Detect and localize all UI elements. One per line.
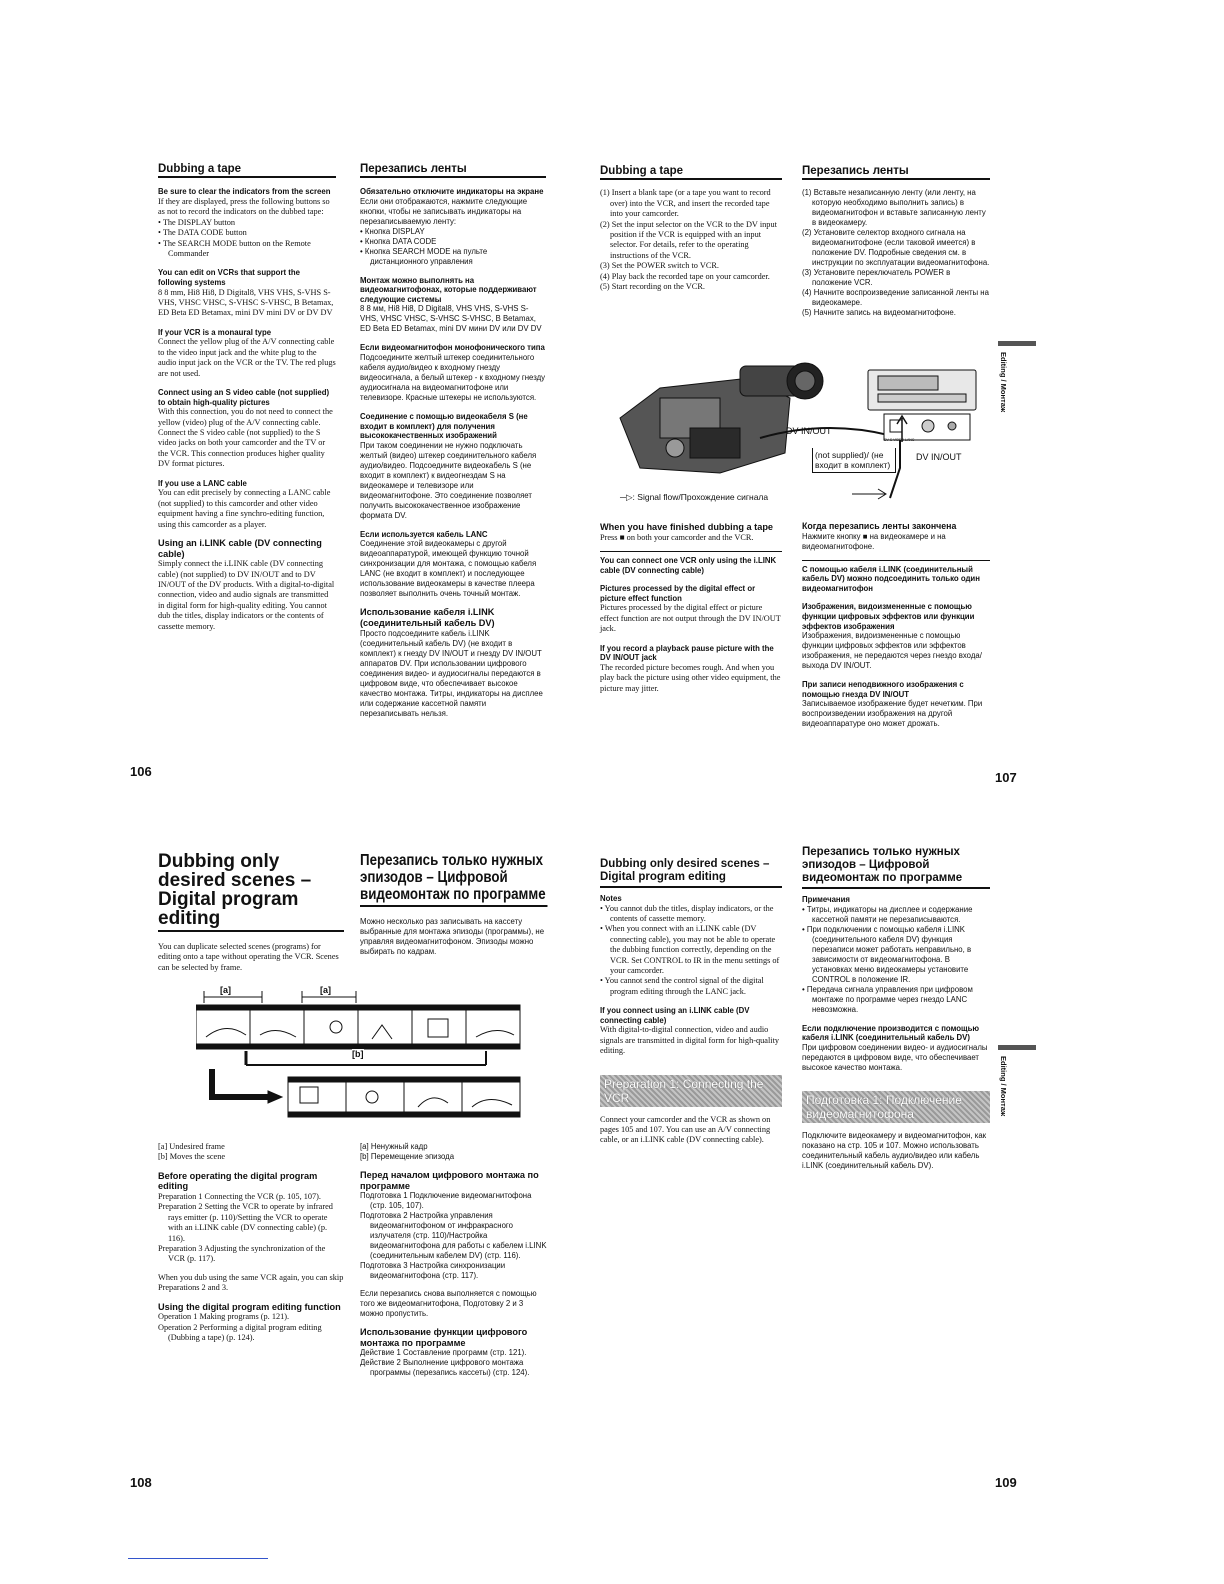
step-item: (2) Set the input selector on the VCR to the DV input position if the VCR is equipped with an input selector. For details, refer to the operating instructions of the VCR.	[600, 219, 777, 260]
p107-ru-title: Перезапись ленты	[802, 166, 990, 180]
list-item: Подготовка 1 Подключение видеомагнитофона (стр. 105, 107).	[360, 1191, 532, 1211]
signal-flow-legend: ─▷: Signal flow/Прохождение сигнала	[620, 492, 769, 502]
p109-ru-column	[802, 846, 990, 1171]
step-item: (3) Установите переключатель POWER в положение VCR.	[802, 268, 951, 287]
page-number: 109	[995, 1475, 1017, 1490]
preparation-1-banner	[600, 1075, 782, 1107]
body-text: Если они отображаются, нажмите следующие кнопки, чтобы не записывать индикаторы на перезаписываемую ленту:	[360, 196, 528, 226]
list-item: • Кнопка DISPLAY	[360, 226, 425, 236]
section-heading: Использование кабеля i.LINK (соединительный кабель DV)	[360, 607, 495, 628]
note-item: • You cannot send the control signal of the digital program editing through the LANC jack.	[600, 976, 764, 996]
body-text: Изображения, видоизмененные с помощью функции цифровых эффектов или эффектов изображения, не передаются через гнездо входа/выхода DV IN/OUT.	[802, 631, 982, 671]
label-b: [b]	[352, 1049, 364, 1059]
intro-text: You can duplicate selected scenes (programs) for editing onto a tape without operating the VCR. Scenes can be selected by frame.	[158, 942, 339, 972]
section-heading: Если видеомагнитофон монофонического типа	[360, 343, 545, 353]
body-text: Press ■ on both your camcorder and the VCR.	[600, 532, 754, 542]
list-item: • Кнопка SEARCH MODE на пульте дистанционного управления	[360, 246, 488, 266]
list-item: Preparation 2 Setting the VCR to operate by infrared rays emitter (p. 110)/Setting the VCR to operate with an i.LINK cable (DV connecting cable) (p. 116).	[158, 1202, 333, 1243]
step-item: (5) Начните запись на видеомагнитофоне.	[802, 308, 956, 317]
preparation-1-title: Preparation 1: Connecting the VCR	[604, 1076, 764, 1105]
p108-ru-column	[360, 852, 548, 957]
intro-text: Можно несколько раз записывать на кассету выбранные для монтажа эпизоды (программы), не управляя видеомагнитофоном. Эпизоды можно выбирать по кадрам.	[360, 917, 545, 956]
footer-rule	[128, 1558, 268, 1559]
dv-jack-label-camcorder: DV IN/OUT	[786, 426, 832, 436]
p107-ru-notes	[802, 522, 990, 729]
section-heading: Connect using an S video cable (not supplied) to obtain high-quality pictures	[158, 388, 330, 407]
body-text: Pictures processed by the digital effect or picture effect function are not output through the DV IN/OUT jack.	[600, 603, 781, 634]
body-text: При цифровом соединении видео- и аудиосигналы передаются в цифровом виде, что обеспечивает высокое качество монтажа.	[802, 1042, 988, 1072]
section-heading: Be sure to clear the indicators from the screen	[158, 187, 331, 197]
list-item: Действие 2 Выполнение цифрового монтажа программы (перезапись кассеты) (стр. 124).	[360, 1358, 530, 1378]
body-text: Соединение этой видеокамеры с другой видеоаппаратурой, имеющей функцию точной синхронизации для монтажа, с помощью кабеля LANC (не входит в комплект) и последующее использование видеокамеры в качестве плеера позволяет выполнить очень точный монтаж.	[360, 539, 537, 599]
list-item: Действие 1 Составление программ (стр. 121).	[360, 1348, 527, 1358]
section-heading: Обязательно отключите индикаторы на экране	[360, 187, 544, 196]
step-item: (1) Вставьте незаписанную ленту (или ленту, на которую необходимо выполнить запись) в видеомагнитофон и вставьте записанную ленту в видеокамеру.	[802, 188, 986, 227]
note-item: • Передача сигнала управления при цифровом монтаже по программе через гнездо LANC невозможна.	[802, 984, 973, 1014]
page-number: 108	[130, 1475, 152, 1490]
section-heading: If you use a LANC cable	[158, 478, 247, 488]
label-a-first: [a]	[220, 985, 231, 995]
list-item: • The SEARCH MODE button on the Remote Commander	[158, 238, 311, 259]
page-number: 107	[995, 770, 1017, 785]
body-text: With this connection, you do not need to connect the yellow (video) plug of the A/V connecting cable. Connect the S video cable (not supplied) to the S video jacks on both your camcorder and the TV or the VCR. This connection produces higher quality DV format pictures.	[158, 407, 333, 469]
page-number: 106	[130, 764, 152, 779]
section-heading: С помощью кабеля i.LINK (соединительный кабель DV) можно подсоединить только один видеомагнитофон	[802, 564, 980, 593]
note-item: • Титры, индикаторы на дисплее и содержание кассетной памяти не перезаписываются.	[802, 904, 973, 924]
section-heading: You can connect one VCR only using the i.LINK cable (DV connecting cable)	[600, 556, 777, 575]
body-text: The recorded picture becomes rough. And when you play back the picture using other video equipment, the picture may jitter.	[600, 662, 781, 693]
body-text: Connect your camcorder and the VCR as shown on pages 105 and 107. You can use an A/V connecting cable, or an i.LINK cable (DV connecting cable).	[600, 1114, 771, 1145]
step-item: (5) Start recording on the VCR.	[600, 282, 705, 292]
step-item: (4) Начните воспроизведение записанной ленты на видеокамере.	[802, 288, 989, 307]
notes-heading: Примечания	[802, 895, 850, 904]
list-item: • The DATA CODE button	[158, 228, 247, 238]
p109-en-column	[600, 858, 782, 1146]
legend-b: [b] Moves the scene	[158, 1152, 226, 1162]
list-item: Preparation 1 Connecting the VCR (p. 105, 107).	[158, 1192, 321, 1201]
p106-en-title: Dubbing a tape	[158, 164, 336, 178]
list-item: Operation 2 Performing a digital program editing (Dubbing a tape) (p. 124).	[158, 1322, 322, 1343]
body-text: Просто подсоедините кабель i.LINK (соединительный кабель DV) (не входит в комплект) к гнезду DV IN/OUT и гнезду DV IN/OUT аппаратов DV. При использовании цифрового соединения видео- и аудиосигналы передаются в цифровом виде, что обеспечивает высокое качество монтажа. Титры, индикаторы на дисплее или содержание кассетной памяти перезаписывать нельзя.	[360, 628, 543, 718]
p107-en-title: Dubbing a tape	[600, 166, 782, 180]
section-heading: If you record a playback pause picture with the DV IN/OUT jack	[600, 643, 774, 663]
note-item: • When you connect with an i.LINK cable (DV connecting cable), you may not be able to operate the dubbing function correctly, depending on the VCR. Set CONTROL to IR in the menu settings of your camcorder.	[600, 924, 780, 976]
step-item: (1) Insert a blank tape (or a tape you want to record over) into the VCR, and insert the recorded tape into your camcorder.	[600, 188, 771, 219]
body-text: При таком соединении не нужно подключать желтый (видео) штекер соединительного кабеля аудио/видео. Подсоедините видеокабель S (не входит в комплект) к видеогнездам S на видеокамере и телевизоре или видеомагнитофоне. Это соединение позволяет получить высококачественное изображение формата DV.	[360, 440, 537, 520]
p109-ru-title: Перезапись только нужных эпизодов – Цифровой видеомонтаж по программе	[802, 846, 990, 889]
p108-ru-lower	[360, 1142, 548, 1378]
legend-b: [b] Перемещение эпизода	[360, 1152, 455, 1161]
section-heading: Перед началом цифрового монтажа по программе	[360, 1170, 539, 1191]
list-item: Operation 1 Making programs (p. 121).	[158, 1312, 290, 1322]
note-item: • You cannot dub the titles, display indicators, or the contents of cassette memory.	[600, 903, 774, 923]
body-text: Connect the yellow plug of the A/V connecting cable to the video input jack and the white plug to the audio input jack on the VCR or the TV. The red plugs are not used.	[158, 337, 336, 378]
list-item: Подготовка 2 Настройка управления видеомагнитофоном от инфракрасного излучателя (стр. 110)/Настройка видеомагнитофона для работы с кабелем i.LINK (соединительным кабелем DV) (стр. 116).	[360, 1211, 547, 1261]
body-text: 8 8 mm, Hi8 Hi8, D Digital8, VHS VHS, S-VHS S-VHS, VHSC VHSC, S-VHSC S-VHSC, B Betamax, ED Beta ED Betamax, mini DV mini DV or DV DV	[158, 287, 334, 318]
section-heading: Когда перезапись ленты закончена	[802, 521, 957, 531]
side-label: Editing / Монтаж	[999, 1056, 1008, 1117]
p109-en-title: Dubbing only desired scenes – Digital program editing	[600, 858, 782, 888]
body-text: Записываемое изображение будет нечетким. При воспроизведении изображения на другой видеоаппаратуре оно может дрожать.	[802, 699, 983, 729]
section-heading: Using the digital program editing function	[158, 1301, 341, 1312]
step-item: (2) Установите селектор входного сигнала на видеомагнитофоне (если таковой имеется) в положение DV. Подробные сведения см. в инструкции по эксплуатации видеомагнитофона.	[802, 228, 990, 267]
body-text: Нажмите кнопку ■ на видеокамере и на видеомагнитофоне.	[802, 531, 946, 551]
list-item: Preparation 3 Adjusting the synchronization of the VCR (p. 117).	[158, 1244, 326, 1264]
p107-ru-column	[802, 166, 990, 318]
program-editing-diagram	[196, 985, 526, 1125]
section-heading: Монтаж можно выполнять на видеомагнитофонах, которые поддерживают следующие системы	[360, 275, 537, 304]
list-item: • The DISPLAY button	[158, 217, 236, 227]
step-item: (4) Play back the recorded tape on your camcorder.	[600, 271, 770, 281]
preparation-1-title: Подготовка 1: Подключение видеомагнитофона	[806, 1092, 962, 1121]
section-heading: Соединение с помощью видеокабеля S (не входит в комплект) для получения высококачественных изображений	[360, 411, 528, 441]
section-heading: Использование функции цифрового монтажа по программе	[360, 1327, 528, 1348]
section-heading: When you have finished dubbing a tape	[600, 522, 774, 532]
section-tab	[998, 1045, 1036, 1050]
section-heading: Using an i.LINK cable (DV connecting cable)	[158, 537, 322, 559]
list-item: Подготовка 3 Настройка синхронизации видеомагнитофона (стр. 117).	[360, 1261, 506, 1281]
body-text: With digital-to-digital connection, video and audio signals are transmitted in digital form for high-quality editing.	[600, 1025, 780, 1056]
vcr-jack-labels: DV S VIDEO LANC	[884, 438, 915, 442]
p108-en-title: Dubbing only desired scenes – Digital program editing	[158, 852, 344, 932]
legend-a: [a] Undesired frame	[158, 1142, 225, 1151]
section-heading: Если подключение производится с помощью кабеля i.LINK (соединительный кабель DV)	[802, 1023, 980, 1043]
preparation-1-banner	[802, 1091, 990, 1123]
body-text: Simply connect the i.LINK cable (DV connecting cable) (not supplied) to DV IN/OUT and to DV IN/OUT of the DV products. With a digital-to-digital connection, video and audio signals are transmitted in digital form for high-quality editing. You cannot dub the titles, display indicators or the contents of cassette memory.	[158, 559, 335, 631]
p107-en-notes	[600, 522, 782, 694]
p108-en-column	[158, 852, 344, 973]
cable-note: (not supplied)/ (не входит в комплект)	[812, 448, 896, 473]
body-text: You can edit precisely by connecting a LANC cable (not supplied) to this camcorder and other video equipment having a fine synchro-editing function, using this camcorder as a player.	[158, 488, 331, 529]
label-a-second: [a]	[320, 985, 331, 995]
side-label: Editing / Монтаж	[999, 352, 1008, 413]
body-text: Подключите видеокамеру и видеомагнитофон, как показано на стр. 105 и 107. Можно использовать соединительный кабель аудио/видео или кабель i.LINK (соединительный кабель DV).	[802, 1130, 987, 1170]
section-heading: If your VCR is a monaural type	[158, 327, 272, 337]
section-tab	[998, 341, 1036, 346]
section-heading: Если используется кабель LANC	[360, 529, 488, 539]
section-heading: Pictures processed by the digital effect or picture effect function	[600, 584, 756, 603]
step-item: (3) Set the POWER switch to VCR.	[600, 261, 719, 271]
body-text: If they are displayed, press the following buttons so as not to record the indicators on the dubbed tape:	[158, 197, 330, 217]
p108-ru-title: Перезапись только нужных эпизодов – Цифровой видеомонтаж по программе	[360, 852, 548, 907]
body-text: Если перезапись снова выполняется с помощью того же видеомагнитофона, Подготовку 2 и 3 можно пропустить.	[360, 1289, 537, 1319]
section-heading: Before operating the digital program editing	[158, 1170, 318, 1192]
section-heading: If you connect using an i.LINK cable (DV connecting cable)	[600, 1006, 750, 1025]
section-heading: Изображения, видоизмененные с помощью функции цифровых эффектов или функции эффектов изображения	[802, 602, 975, 631]
p106-en-column	[158, 164, 336, 632]
p106-ru-title: Перезапись ленты	[360, 164, 546, 178]
section-heading: You can edit on VCRs that support the following systems	[158, 268, 300, 288]
body-text: When you dub using the same VCR again, you can skip Preparations 2 and 3.	[158, 1272, 344, 1293]
body-text: 8 8 мм, Hi8 Hi8, D Digital8, VHS VHS, S-VHS S-VHS, VHSC VHSC, S-VHSC S-VHSC, B Betamax, ED Beta ED Betamax, mini DV мини DV или DV DV	[360, 304, 542, 334]
p106-ru-column	[360, 164, 546, 719]
note-item: • При подключении с помощью кабеля i.LINK (соединительного кабеля DV) функция перезаписи может работать неправильно, в зависимости от видеомагнитофона. В установках меню видеокамеры установите CONTROL в положение IR.	[802, 924, 972, 984]
p107-en-column	[600, 166, 782, 292]
p108-en-lower	[158, 1142, 344, 1343]
legend-a: [a] Ненужный кадр	[360, 1142, 428, 1151]
dv-jack-label-vcr: DV IN/OUT	[916, 452, 962, 462]
body-text: Подсоедините желтый штекер соединительного кабеля аудио/видео к входному гнезду видеосигнала, а белый штекер - к входному гнезду аудиосигнала на видеомагнитофоне или телевизоре. Красные штекеры не используются.	[360, 352, 546, 402]
section-heading: При записи неподвижного изображения с помощью гнезда DV IN/OUT	[802, 680, 964, 699]
connection-diagram	[600, 358, 992, 508]
list-item: • Кнопка DATA CODE	[360, 236, 437, 246]
notes-heading: Notes	[600, 894, 622, 903]
